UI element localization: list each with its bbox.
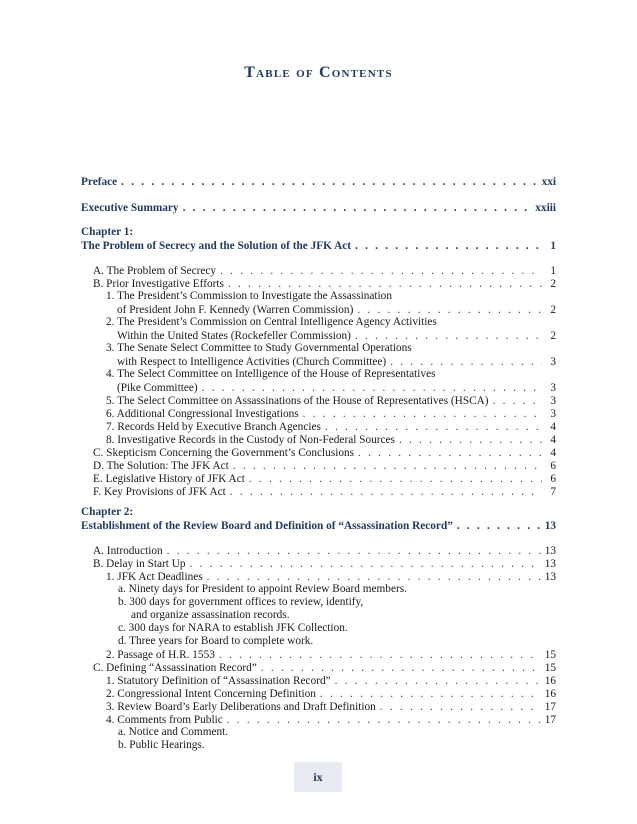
entry-title: 1. JFK Act Deadlines [106,571,203,583]
entry-page: 16 [544,675,556,687]
toc-entry[interactable] [93,661,556,675]
chapter-2-label: Chapter 2: [81,506,134,518]
entry-page: 2 [550,304,556,316]
entry-title: D. The Solution: The JFK Act [93,460,229,472]
entry-page: 13 [544,571,556,583]
entry-title: 2. Passage of H.R. 1553 [106,649,215,661]
entry-page: xxi [541,176,556,188]
entry-title: B. Prior Investigative Efforts [93,278,224,290]
toc-entry[interactable] [117,355,556,369]
entry-title: F. Key Provisions of JFK Act [93,486,226,498]
entry-page: 1 [550,240,556,252]
toc-entry[interactable] [106,570,556,584]
entry-title: Executive Summary [81,202,179,214]
entry-page: 13 [544,520,556,532]
toc-entry[interactable] [106,674,556,688]
toc-entry-line: 3. The Senate Select Committee to Study Governmental Operations [106,342,412,354]
entry-title: 6. Additional Congressional Investigations [106,408,299,420]
toc-entry-chapter-2[interactable] [81,519,556,533]
entry-page: 6 [550,460,556,472]
entry-page: 2 [550,330,556,342]
entry-page: 3 [550,356,556,368]
entry-page: 3 [550,382,556,394]
toc-entry[interactable] [93,472,556,486]
entry-page: 13 [544,545,556,557]
entry-page: 13 [544,558,556,570]
toc-entry-line: a. Notice and Comment. [118,726,229,738]
toc-entry[interactable] [117,381,556,395]
entry-title: 2. Congressional Intent Concerning Definition [106,688,316,700]
entry-title: The Problem of Secrecy and the Solution of the JFK Act [81,240,352,252]
toc-entry[interactable] [93,277,556,291]
toc-entry[interactable] [93,557,556,571]
toc-entry[interactable] [117,329,556,343]
entry-page: 2 [550,278,556,290]
toc-entry[interactable] [93,459,556,473]
page-title: Table of Contents [244,64,393,81]
entry-title: Preface [81,176,118,188]
entry-title: A. Introduction [93,545,163,557]
toc-entry[interactable] [106,687,556,701]
entry-page: 4 [550,447,556,459]
entry-page: 4 [550,434,556,446]
entry-title: C. Defining “Assassination Record” [93,662,257,674]
entry-title: 7. Records Held by Executive Branch Agencies [106,421,321,433]
entry-title: C. Skepticism Concerning the Government’s Conclusions [93,447,355,459]
toc-entry[interactable] [93,485,556,499]
toc-entry[interactable] [106,713,556,727]
toc-entry[interactable] [106,648,556,662]
entry-title: B. Delay in Start Up [93,558,186,570]
toc-entry-line: c. 300 days for NARA to establish JFK Collection. [118,622,348,634]
entry-title: 5. The Select Committee on Assassinations of the House of Representatives (HSCA) [106,395,489,407]
toc-entry[interactable] [106,420,556,434]
toc-entry-line: 4. The Select Committee on Intelligence of the House of Representatives [106,368,436,380]
toc-entry-line: b. Public Hearings. [118,739,205,751]
leader-dots [121,176,537,189]
toc-entry[interactable] [106,700,556,714]
toc-entry-chapter-1[interactable] [81,239,556,253]
toc-entry-line: 1. The President’s Commission to Investigate the Assassination [106,290,392,302]
leader-dots [355,240,542,253]
page-number: ix [294,762,342,792]
entry-title: (Pike Committee) [117,382,198,394]
entry-title: 3. Review Board’s Early Deliberations and Draft Definition [106,701,376,713]
leader-dots [183,202,532,215]
toc-entry[interactable] [106,433,556,447]
toc-entry-line: and organize assassination records. [131,609,290,621]
entry-title: A. The Problem of Secrecy [93,265,217,277]
entry-page: 3 [550,408,556,420]
entry-title: with Respect to Intelligence Activities (Church Committee) [117,356,387,368]
entry-page: 3 [550,395,556,407]
toc-entry[interactable] [106,394,556,408]
entry-page: 1 [550,265,556,277]
entry-title: of President John F. Kennedy (Warren Commission) [117,304,354,316]
toc-entry[interactable] [117,303,556,317]
toc-entry[interactable] [93,544,556,558]
entry-page: xxiii [535,202,556,214]
toc-entry[interactable] [93,264,556,278]
entry-page: 17 [544,701,556,713]
leader-dots [457,520,541,533]
entry-title: 1. Statutory Definition of “Assassination Record” [106,675,331,687]
leader-dots [230,486,542,499]
entry-page: 4 [550,421,556,433]
entry-title: Within the United States (Rockefeller Commission) [117,330,351,342]
toc-entry-preface[interactable] [81,175,556,189]
toc-entry-line: b. 300 days for government offices to review, identify, [118,596,364,608]
entry-page: 16 [544,688,556,700]
toc-entry-line: d. Three years for Board to complete work. [118,635,314,647]
toc-entry[interactable] [93,446,556,460]
entry-page: 15 [544,662,556,674]
entry-title: Establishment of the Review Board and Definition of “Assassination Record” [81,520,453,532]
toc-entry-line: 2. The President’s Commission on Central Intelligence Agency Activities [106,316,437,328]
toc-entry[interactable] [106,407,556,421]
entry-title: 4. Comments from Public [106,714,223,726]
toc-entry-executive-summary[interactable] [81,201,556,215]
toc-entry-line: a. Ninety days for President to appoint Review Board members. [118,583,407,595]
chapter-1-label: Chapter 1: [81,226,134,238]
entry-page: 7 [550,486,556,498]
entry-title: E. Legislative History of JFK Act [93,473,245,485]
entry-page: 17 [544,714,556,726]
entry-page: 15 [544,649,556,661]
entry-title: 8. Investigative Records in the Custody of Non-Federal Sources [106,434,395,446]
entry-page: 6 [550,473,556,485]
